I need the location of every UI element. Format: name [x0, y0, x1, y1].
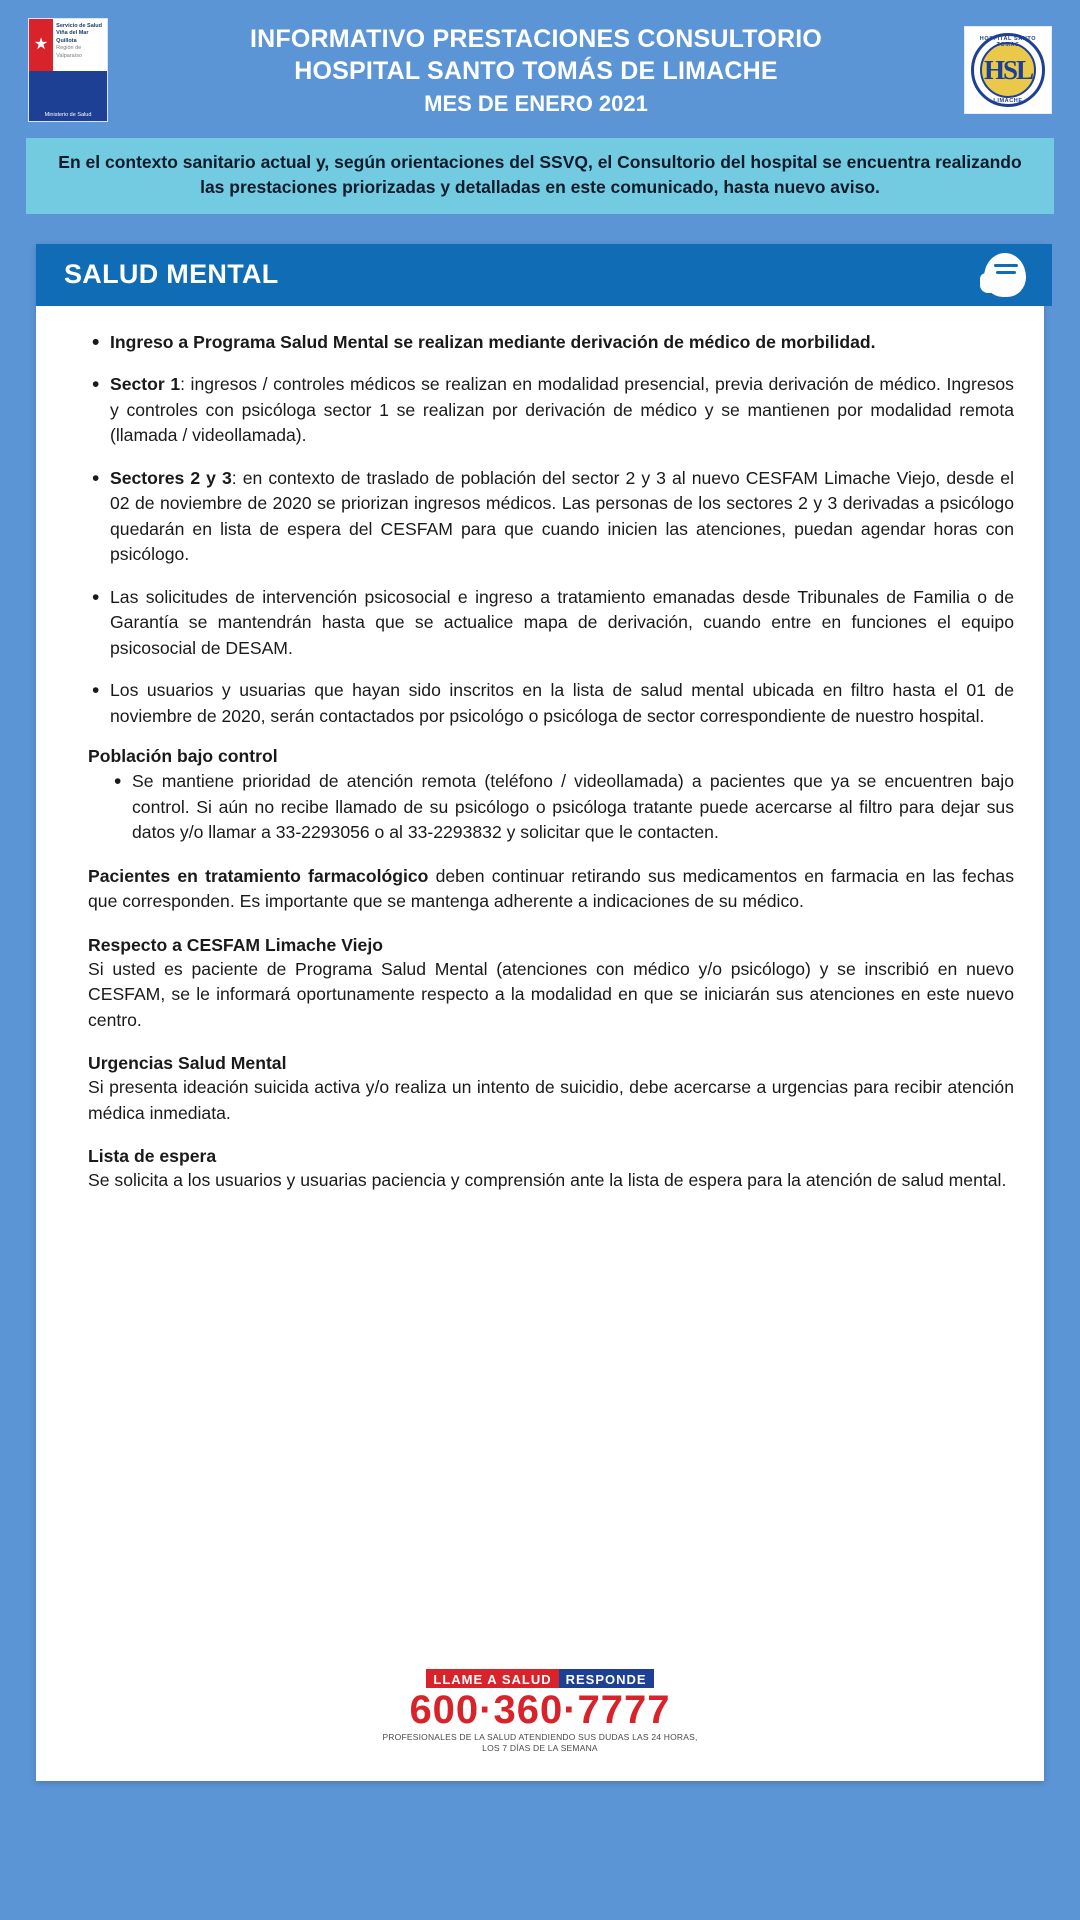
- bullet-rest: Las solicitudes de intervención psicosocial e ingreso a tratamiento emanadas desde Tribunales de Familia o de Garantía se mantendrán hasta que se actualice mapa de derivación, cuando entre en funciones el equipo psicosocial de DESAM.: [110, 586, 1014, 658]
- ssvq-logo: [28, 18, 108, 122]
- bullet-rest: Los usuarios y usuarias que hayan sido inscritos en la lista de salud mental ubicada en filtro hasta el 01 de noviembre de 2020, serán contactados por psicológo o psicóloga de sector correspondiente de nuestro hospital.: [110, 680, 1014, 726]
- salud-responde-blue-label: RESPONDE: [559, 1669, 654, 1688]
- hospital-crest-logo: [964, 26, 1052, 114]
- ssvq-line4: Región de Valparaíso: [56, 45, 83, 59]
- farmacologico-lead: Pacientes en tratamiento farmacológico: [88, 865, 429, 886]
- hospital-crest-icon: [971, 33, 1045, 107]
- crest-bottom-text: LIMACHE: [993, 98, 1023, 104]
- title-line-2: HOSPITAL SANTO TOMÁS DE LIMACHE: [294, 57, 778, 85]
- salud-responde-subtext: [382, 1732, 697, 1755]
- salud-responde-phone: 600·360·7777: [409, 1687, 671, 1732]
- poblacion-bajo-control-title: Población bajo control: [88, 746, 278, 767]
- bullet-lead: Ingreso a Programa Salud Mental se realizan mediante derivación de médico de morbilidad.: [110, 331, 876, 352]
- salud-responde-logo: [36, 1669, 1044, 1755]
- ministry-label: Ministerio de Salud: [44, 112, 92, 118]
- chile-star-icon: ★: [29, 19, 53, 71]
- salud-responde-labels: [426, 1669, 653, 1688]
- cesfam-text: Si usted es paciente de Programa Salud Mental (atenciones con médico y/o psicólogo) y se inscribió en nuevo CESFAM, se le informará oportunamente respecto a la modalidad en que se iniciarán sus atenciones en este nuevo centro.: [88, 958, 1014, 1030]
- farmacologico-rest: deben continuar retirando sus medicamentos en farmacia en las fechas que corresponden. Es importante que se mantenga adherente a indicaciones de su médico.: [88, 865, 1014, 912]
- ssvq-logo-text: [53, 19, 107, 60]
- section-title: SALUD MENTAL: [64, 259, 279, 290]
- list-item: [92, 585, 1014, 662]
- ssvq-logo-top: [29, 19, 107, 71]
- page-title: [108, 23, 964, 117]
- ssvq-line1: Servicio de Salud: [56, 23, 103, 29]
- lista-espera-text: Se solicita a los usuarios y usuarias paciencia y comprensión ante la lista de espera para la atención de salud mental.: [88, 1170, 1007, 1191]
- bullet-rest: : ingresos / controles médicos se realizan en modalidad presencial, previa derivación de médico. Ingresos y controles con psicóloga sector 1 se realizan por derivación de médico y se mantienen por modalidad remota (llamada / videollamada).: [110, 374, 1014, 446]
- section-header: [36, 244, 1052, 306]
- poblacion-bullet-list: [66, 769, 1014, 846]
- urgencias-title: Urgencias Salud Mental: [88, 1053, 287, 1074]
- bullet-lead: Sector 1: [110, 374, 181, 395]
- list-item: • Se mantiene prioridad de atención remota (teléfono / videollamada) a pacientes que ya se encuentren bajo control. Si aún no recibe llamado de su psicólogo o psicóloga tratante puede acercarse al filtro para dejar sus datos y/o llamar a 33-2293056 o al 33-2293832 y solicitar que le contacten.: [114, 769, 1014, 846]
- salud-responde-subline2: LOS 7 DÍAS DE LA SEMANA: [482, 1743, 598, 1754]
- poster-header: [0, 0, 1080, 132]
- head-brain-icon: [978, 249, 1030, 301]
- notice-banner: En el contexto sanitario actual y, según orientaciones del SSVQ, el Consultorio del hospital se encuentra realizando las prestaciones priorizadas y detalladas en este comunicado, hasta nuevo aviso.: [26, 138, 1054, 214]
- list-item: [92, 466, 1014, 568]
- cesfam-title: Respecto a CESFAM Limache Viejo: [88, 934, 383, 955]
- list-item: [92, 678, 1014, 729]
- ssvq-line2: Viña del Mar: [56, 30, 89, 37]
- crest-letters: HSL: [983, 54, 1033, 85]
- main-bullet-list: [66, 330, 1014, 730]
- content-card: [36, 244, 1044, 1781]
- farmacologico-paragraph: [88, 864, 1014, 915]
- list-item: [92, 372, 1014, 449]
- list-item: [92, 330, 1014, 356]
- section-body: [36, 306, 1044, 1204]
- ssvq-line3: Quillota: [56, 37, 77, 44]
- title-line-3: MES DE ENERO 2021: [424, 91, 648, 116]
- bullet-rest: : en contexto de traslado de población del sector 2 y 3 al nuevo CESFAM Limache Viejo, desde el 02 de noviembre de 2020 se priorizan ingresos médicos. Las personas de los sectores 2 y 3 derivadas a psicólogo quedarán en lista de espera del CESFAM para que cuando inicien las atenciones, puedan agendar horas con psicólogo.: [110, 467, 1014, 565]
- lista-espera-title: Lista de espera: [88, 1146, 217, 1167]
- salud-responde-subline1: PROFESIONALES DE LA SALUD ATENDIENDO SUS DUDAS LAS 24 HORAS,: [382, 1731, 698, 1742]
- title-line-1: INFORMATIVO PRESTACIONES CONSULTORIO: [249, 25, 823, 53]
- salud-responde-red-label: LLAME A SALUD: [426, 1669, 558, 1688]
- urgencias-text: Si presenta ideación suicida activa y/o realiza un intento de suicidio, debe acercarse a urgencias para recibir atención médica inmediata.: [88, 1077, 1014, 1123]
- bullet-lead: Sectores 2 y 3: [110, 467, 232, 488]
- ministry-band: [29, 71, 107, 121]
- crest-top-text: HOSPITAL SANTO TOMAS: [979, 36, 1037, 48]
